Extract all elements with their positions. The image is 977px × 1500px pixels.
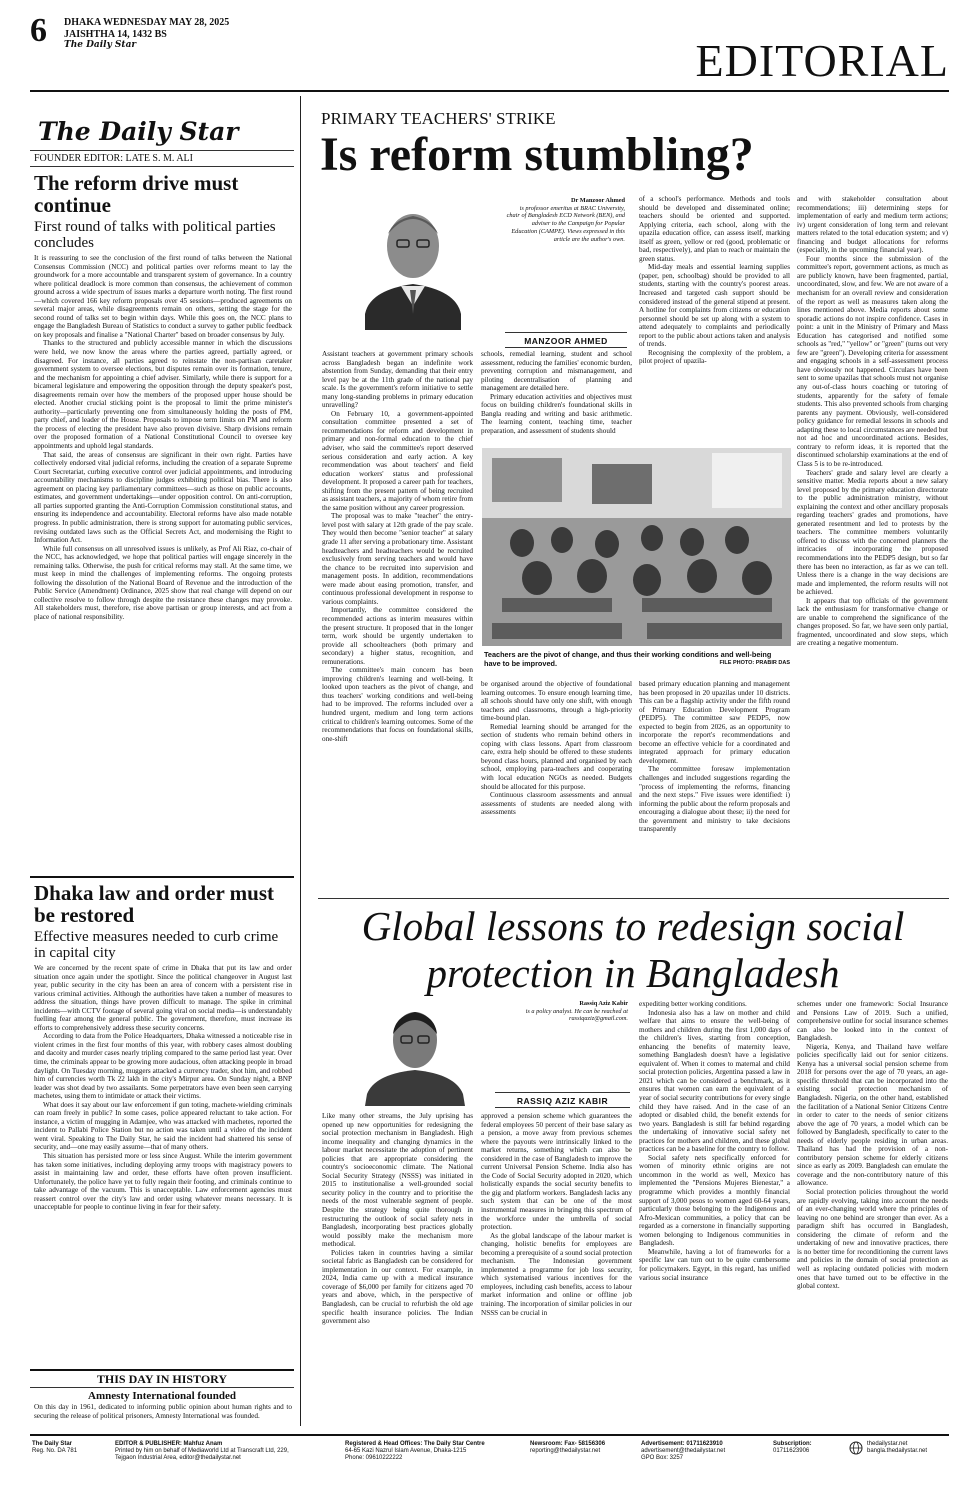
footer-subscription-label: Subscription:: [773, 1441, 812, 1447]
paragraph: Indonesia also has a law on mother and child welfare that aims to ensure the well-being of mothers and children during the first 1,000 days of the children's lives, starting from conception, enhancing the benefits of maternity leave, something Bangladesh doesn't have a legislative equivalent of. When it comes to maternal and child social protection policies, Argentina passed a law in 2021 which can be considered a benchmark, as it ensures that women can earn the equivalent of a year of social security contributions for every single child they have raised. And in the case of an adopted or disabled child, the benefit extends for two years. Bangladesh is still far behind regarding the undertaking of innovative social safety net practices for mothers and children, and these global practices can be a baseline for the country to follow.: [639, 1008, 790, 1154]
footer-website-english[interactable]: thedailystar.net: [867, 1441, 908, 1447]
paragraph: We are concerned by the recent spate of crime in Dhaka that put its law and order situation once again under the spotlight. Since the political changeover in August last year, public security in the city has been an area of concern with a persistent rise in various criminal activities. Although the authorities have taken a number of measures to address the situation, things have proven difficult to manage. The spike in criminal incidents—with CCTV footage of several going viral on social media—is understandably fuelling fear among the general public. The government, therefore, must increase its efforts to comprehensively address these security concerns.: [34, 964, 292, 1032]
author-bio-text: is a policy analyst. He can be reached at rassiqaziz@gmail.com.: [525, 1007, 628, 1023]
daily-star-logo: The Daily Star: [38, 117, 239, 146]
editorial-1-body: [34, 254, 292, 622]
founder-editor: FOUNDER EDITOR: LATE S. M. ALI: [34, 153, 193, 164]
editorial-divider: [30, 876, 294, 878]
footer-ad-email[interactable]: advertisement@thedailystar.net: [641, 1448, 726, 1455]
paragraph: Continuous classroom assessments and annual assessments of students are needed along with assessments: [481, 791, 632, 817]
article-1-col-1: [322, 350, 473, 743]
paragraph: On February 10, a government-appointed consultation committee presented a set of recommendations for reform and development in primary and non-formal education to the chief adviser, who said the committee's report deserved serious consideration and early action. A key recommendation was about teachers' and field education workers' status and professional development. It proposed a career path for teachers, shifting from the present pattern of being recruited as assistant teachers, a majority of whom retire from the same position without any career progression.: [322, 409, 473, 512]
footer-newsroom: [530, 1441, 630, 1455]
paragraph: What does it say about our law enforcement if gun toting, machete-wielding criminals can roam freely in public? In some cases, police appeared reluctant to take action. For instance, a victim of mugging in Adamjee, who was attacked with machetes, reported the incident to Pallabi Police Station but no action was taken until a video of the incident went viral. Speaking to The Daily Star, he said the incident had shattered his sense of security, and—one may easily assume—that of many others.: [34, 1100, 292, 1152]
masthead-rule: [30, 90, 949, 92]
paragraph: of a school's performance. Methods and tools should be developed and disseminated online; teachers should be oriented and supported. Applying criteria, each school, along with the upazila education office, can assess itself, marking itself as green, yellow or red (good, problematic or bad, respectively), and plan to reach or maintain the green status.: [639, 195, 790, 263]
paragraph: Nigeria, Kenya, and Thailand have welfare policies specifically laid out for senior citizens. Kenya has a universal social pension scheme from 2018 for persons over the age of 70 years, an age-specific threshold that can be incorporated into the existing social protection mechanism of Bangladesh. Nigeria, on the other hand, established the facilitation of a National Senior Citizens Centre in order to cater to the needs of senior citizens above the age of 70 years, a model which can be followed by Bangladesh, specifically to cater to the needs of elderly people residing in urban areas. Thailand has had the provision of a non-contributory pension scheme for elderly citizens since as early as 2009. Bangladesh can emulate the coverage and the non-contributory nature of this allowance.: [797, 1042, 948, 1188]
paragraph: While full consensus on all unresolved issues is unlikely, as Prof Ali Riaz, co-chair of the NCC, has acknowledged, we hope that political parties will engage sincerely in the remaining talks. Otherwise, the push for critical reforms may stall. At the same time, we must keep in mind the challenges of implementing reforms. The ongoing protests following the dissolution of the National Board of Revenue and the introduction of the Public Service (Amendment) Ordinance, 2025 show that real change will depend on our collective resolve to follow through despite the resistance these changes may provoke. All stakeholders must, therefore, rise above partisan or group interests, and act from a place of national responsibility.: [34, 544, 292, 621]
paragraph: Teachers' grade and salary level are clearly a sensitive matter. Media reports about a new salary level proposed by the primary education directorate to the public administration ministry, without explaining the context and other ancillary proposals regarding teachers' grades and promotions, have generated resentment and led to protests by the teachers. The committee members voluntarily offered to discuss with the concerned planners the intricacies of incorporating the proposed recommendations into the PEDP5 design, but so far there has been no interaction, as far as we can tell. Unless there is a change in the way decisions are made and implemented, the reform results will not be achieved.: [797, 468, 948, 597]
column-divider: [300, 96, 301, 1426]
paragraph: based primary education planning and management has been proposed in 20 upazilas under 10 districts. This can be a flagship activity under the fifth round of Primary Education Development Program (PEDP5). The committee saw PEDP5, now expected to begin from 2026, as an opportunity to incorporate the report's recommendations and become an effective vehicle for a coordinated and integrated approach for primary education development.: [639, 680, 790, 765]
paragraph: As the global landscape of the labour market is changing, holistic benefits for employees are becoming a prerequisite of a sound social protection mechanism. The Indonesian government implemented a programme for job loss security, which systematised various incentives for the employees, including cash benefits, access to labour market information and online or offline job training. The incorporation of similar policies in our NSSS can be crucial in: [481, 1231, 632, 1317]
paragraph: Social safety nets specifically enforced for women of minority ethnic origins are not uncommon in the world as well, Mexico has implemented the "Pensions Mujeres Bienestar," a programme which provides a monthly financial support of 3,000 pesos to women aged 60-64 years, particularly those belonging to the Indigenous and Afro-Mexican communities, a policy that can be regarded as a cornerstone in financially supporting women belonging to Indigenous communities in Bangladesh.: [639, 1153, 790, 1248]
paragraph: Social protection policies throughout the world are rapidly evolving, taking into account the needs of an ever-changing world where the principles of leaving no one behind are stronger than ever. As a paradigm shift has occurred in Bangladesh, considering the climate of reform and the undertaking of new and innovative practices, there is no better time for reconditioning the current laws and policies in the domain of social protection as well as replacing outdated policies with modern ones that have turned out to be effective in the global context.: [797, 1188, 948, 1291]
footer-subscription: [773, 1441, 838, 1455]
footer-editor-publisher: EDITOR & PUBLISHER: Mahfuz Anam: [115, 1441, 223, 1447]
editorial-2-subtitle: Effective measures needed to curb crime in capital city: [34, 929, 279, 961]
dateline-bangla: JAISHTHA 14, 1432 BS: [64, 28, 167, 40]
footer-paper: [32, 1441, 102, 1455]
history-title: Amnesty International founded: [88, 1390, 236, 1402]
footer-offices-address: 64-65 Kazi Nazrul Islam Avenue, Dhaka-1215: [345, 1448, 467, 1455]
globe-icon: [849, 1441, 863, 1460]
editorial-2: [34, 882, 292, 1212]
paragraph: expediting better working conditions.: [639, 1000, 747, 1008]
footer-website-bangla[interactable]: bangla.thedailystar.net: [867, 1448, 928, 1455]
author-bio-name: Dr Manzoor Ahmed: [571, 197, 625, 204]
paragraph: It appears that top officials of the government lack the enthusiasm for transformative change or are unable to comprehend the significance of the changes proposed. So far, we have seen only partial, fragmented, uncoordinated and slow steps, which are creating a negative momentum.: [797, 596, 948, 648]
footer-reg-no: Reg. No. DA 781: [32, 1448, 78, 1455]
paragraph: Remedial learning should be arranged for the section of students who remain behind others in coping with class lessons. Apart from classroom care, extra help should be offered to these students beyond class hours, planned and organised by each school, employing para-teachers and cooperating with local education NGOs as needed. Budgets should be allocated for this purpose.: [481, 722, 632, 791]
footer-newsroom-fax: Newsroom: Fax- 58156306: [530, 1441, 606, 1447]
photo-credit: FILE PHOTO: PRABIR DAS: [719, 660, 790, 666]
byline-rule-bottom: [505, 347, 627, 348]
byline-rule-bottom: [495, 1107, 630, 1108]
footer-editor: [115, 1441, 320, 1463]
paragraph: Policies taken in countries having a similar societal fabric as Bangladesh can be considered for implementation in our context. For example, in 2024, India came up with a medical insurance coverage of $6,000 per family for citizens aged 70 years and above, which, in the perspective of Bangladesh, can be crucial to refurbish the old age specific health insurance policies. The Indian government also: [322, 1248, 473, 1326]
founder-rule: [30, 166, 294, 167]
paragraph: Assistant teachers at government primary schools across Bangladesh began an indefinite work abstention from Sunday, demanding that their entry level pay be at the 11th grade of the national pay scale. Is the government's reform initiative to settle many long-standing problems in primary education unravelling?: [322, 350, 473, 410]
author-bio-name: Rassiq Aziz Kabir: [579, 1000, 628, 1007]
manzoor-ahmed-photo: [325, 194, 500, 330]
paragraph: Mid-day meals and essential learning supplies (paper, pen, schoolbag) should be provided to all students, starting with the country's poorest areas. Increased and targeted cash support should be considered instead of the general stipend at present. A hotline for complaints from citizens or education personnel should be set up along with a system to attend adequately to complaints and periodically report to the public about actions taken and analysis of trends.: [639, 263, 790, 349]
article-2-byline: RASSIQ AZIZ KABIR: [516, 1096, 609, 1106]
paragraph: Recognising the complexity of the problem, a pilot project of upazila-: [639, 348, 790, 366]
paragraph: Meanwhile, having a lot of frameworks for a specific law can turn out to be quite cumbersome for policymakers. Egypt, in this regard, has unified various social insurance: [639, 1247, 790, 1282]
editorial-1-subtitle: First round of talks with political parties concludes: [34, 219, 276, 251]
rassiq-kabir-photo: [345, 1000, 485, 1106]
footer-paper-name: The Daily Star: [32, 1441, 73, 1447]
classroom-photo: [482, 448, 791, 646]
footer-printer-address: Tejgaon Industrial Area, editor@thedailystar.net: [115, 1455, 241, 1462]
paragraph: The proposal was to make "teacher" the entry-level post with salary at 12th grade of the pay scale. They would then become "senior teacher" at salary grade 11 after serving a probationary time. Assistant headteachers and headteachers would be recruited exclusively from serving teachers and would have the chance to be recruited into supervision and management posts. In addition, recommendations were made about easing promotion, transfer, and continuous professional development in response to various complaints.: [322, 512, 473, 606]
paragraph: schools, remedial learning, student and school assessment, reducing the families' economic burden, preventing corruption and mismanagement, and piloting decentralisation of planning and management are detailed here.: [481, 350, 632, 393]
history-rule-bottom: [30, 1387, 294, 1388]
footer-phone: Phone: 09610222222: [345, 1455, 403, 1462]
editorial-2-title: Dhaka law and order must be restored: [34, 881, 274, 927]
footer-ad-phone: Advertisement: 01711623910: [641, 1441, 723, 1447]
paragraph: Thanks to the structured and publicly accessible manner in which the discussions were held, we now know the areas where the parties agreed, partially agreed, or disagreed. For instance, all parties agreed to reinstate the non-partisan caretaker government system to oversee elections, but disputes remain over its formation, tenure, and the mechanism for appointing a chief adviser. Similarly, while there is support for a bicameral legislature and empowering the opposition through the deputy speaker's post, disagreements remain over how the members of the proposed upper house should be elected. Another crucial sticking point is the proposal to limit the prime minister's authority—particularly preventing one from simultaneously holding the posts of PM, party chief, and leader of the House. Proposals to impose term limits on PM and reform the process of electing the president have also proven divisive. Sharp divisions remain over the proposed formation of a National Constitutional Council to oversee key appointments and uphold legal standards.: [34, 339, 292, 451]
byline-rule: [495, 1092, 630, 1093]
footer-websites: [867, 1441, 957, 1455]
paragraph: Like many other streams, the July uprising has opened up new opportunities for redesigning the social protection mechanism in Bangladesh. High income inequality and changing dynamics in the labour market necessitate the adoption of pertinent policies that are appropriate considering the country's socioeconomic climate. The National Social Security Strategy (NSSS) was initiated in 2015 to institutionalise a well-grounded social security policy in the country and to prioritise the needs of the most vulnerable segment of people. Despite the strategy being quite thorough in restructuring the outlook of social safety nets in Bangladesh, incorporating best practices globally would possibly make the mechanism more methodical.: [322, 1112, 473, 1249]
paragraph: Importantly, the committee considered the recommended actions as interim measures within the present structure. It proposed that in the longer term, work should be urgently undertaken to provide all schoolteachers (both primary and secondary) a higher status, recognition, and remunerations.: [322, 606, 473, 666]
article-2-col-3: [639, 1000, 790, 1282]
paragraph: Primary education activities and objectives must focus on building children's foundational skills in Bangla reading and writing and basic arithmetic. The learning content, teaching time, teacher preparation, and assessment of students should: [481, 392, 632, 435]
article-1-author-bio: [505, 197, 625, 243]
article-2-headline: [318, 903, 948, 997]
dateline: [64, 17, 229, 52]
article-1-kicker: PRIMARY TEACHERS' STRIKE: [321, 109, 556, 128]
paragraph: schemes under one framework: Social Insurance and Pensions Law of 2019. Such a unified, comprehensive outline for social insurance schemes can also be looked into in the context of Bangladesh.: [797, 1000, 948, 1043]
article-2-col-1: [322, 1112, 473, 1326]
page-number: 6: [30, 12, 47, 49]
article-divider: [318, 898, 949, 899]
article-2-col-2: [481, 1112, 632, 1317]
article-1-byline: MANZOOR AHMED: [524, 336, 608, 346]
footer-advertisement: [641, 1441, 761, 1463]
paragraph: According to data from the Police Headquarters, Dhaka witnessed a noticeable rise in violent crimes in the first four months of this year, with robbery cases almost doubling and dacoity and murder cases nearly tripling compared to the same period last year. Over time, the criminals appear to be growing more audacious, often attacking people in broad daylight. On Tuesday morning, muggers attacked a currency trader, shot him, and robbed him of currencies worth Tk 22 lakh in the city's Mirpur area. On Sunday night, a BNP leader was shot dead by two assailants. Some perpetrators have even been seen carrying machetes, using them to intimidate or attack their victims.: [34, 1032, 292, 1101]
editorial-1: [34, 172, 292, 622]
section-title: EDITORIAL: [695, 35, 949, 86]
article-2-headline-line-1: Global lessons to redesign social: [361, 903, 905, 949]
history-text: On this day in 1961, dedicated to informing public opinion about human rights and to securing the release of political prisoners, Amnesty International was founded.: [34, 1403, 292, 1420]
article-2-col-4: [797, 1000, 948, 1291]
footer-gpo-box: GPO Box: 3257: [641, 1455, 684, 1462]
footer-offices-title: Registered & Head Offices: The Daily Star Centre: [345, 1441, 485, 1447]
article-1-col-3-bottom: [639, 680, 790, 834]
logo-rule: [30, 150, 294, 151]
article-1-col-3-top: [639, 195, 790, 366]
photo-caption: Teachers are the pivot of change, and thus their working conditions and well-being have to be improved.: [484, 650, 772, 668]
editorial-1-title: The reform drive must continue: [34, 171, 239, 217]
paragraph: and with stakeholder consultation about recommendations; iii) determining steps for implementation of early and medium term actions; iv) urgent consideration of long term and relevant matters related to the total education system; and v) financing and budget allocations for reforms (especially, in the upcoming financial year).: [797, 195, 948, 255]
paragraph: Four months since the submission of the committee's report, government actions, as much as are publicly known, have been fragmented, partial, uncoordinated, slow, and few. We are not aware of a mechanism for an overall review and consideration of the report as well as measures taken along the lines mentioned above. Media reports about some sporadic actions do not inspire confidence. Cases in point: a unit in the Ministry of Primary and Mass Education has categorised and notified some schools as "red," "yellow" or "green" (turns out very few are "green"). Developing criteria for assessment and engaging schools in a self-assessment process have obviously not happened. Circulars have been sent to some upazilas that schools must not organise any out-of-class hours coaching or tutoring of students, apparently for the safety of female students. This also prevented schools from charging parents any payment. Obviously, well-considered policy guidance for remedial lessons in schools and adapting these to local circumstances are needed but not ad hoc and uncoordinated actions. Besides, contrary to reform ideas, it is reported that the discontinued scholarship examinations at the end of Class 5 is to be re-introduced.: [797, 254, 948, 468]
footer-newsroom-email[interactable]: reporting@thedailystar.net: [530, 1448, 601, 1455]
footer-rule: [30, 1434, 949, 1436]
article-2-author-bio: [490, 1000, 628, 1023]
byline-rule: [505, 332, 627, 333]
masthead-small-logo: The Daily Star: [64, 40, 137, 50]
paragraph: That said, the areas of consensus are significant in their own right. Parties have collectively endorsed vital judicial reforms, including the creation of a separate Supreme Court Secretariat, curbing executive control over judicial appointments, and introducing accountability mechanisms to discipline judges exhibiting political bias. There is also agreement on placing key parliamentary committees—such as those on public accounts, estimates, and government undertakings—under opposition control. On anti-corruption, all parties supported granting the Anti-Corruption Commission constitutional status, and ensuring its independence and accountability. Electoral reforms have also made notable progress. In public administration, there is strong support for automating public services, revising outdated laws such as the Official Secrets Act, and modernising the Right to Information Act.: [34, 450, 292, 545]
paragraph: The committee's main concern has been improving children's learning and well-being. It looked upon teachers as the pivot of change, and thus teachers' working conditions and well-being had to be improved. The reforms included over a hundred urgent, medium and long term actions critical to children's learning outcomes. Some of the recommendations that focus on foundational skills, one-shift: [322, 666, 473, 743]
footer-printed-by: Printed by him on behalf of Mediaworld Ltd at Transcraft Ltd, 229,: [115, 1448, 289, 1455]
paragraph: It is reassuring to see the conclusion of the first round of talks between the National Consensus Commission (NCC) and political parties over reforms meant to lay the groundwork for a more accountable and transparent system of governance. In a country where political deadlock is more common than consensus, the achievement of common ground across a wide spectrum of issues marks a departure worth noting. The first round—which covered 166 key reform proposals over 45 sessions—produced agreements on several major areas, while disagreements remain on others, setting the stage for the second round of talks set to begin within days. While this goes on, the NCC plans to engage the Bangladesh Bureau of Statistics to conduct a survey to gather public feedback on key proposals and finalise a "National Charter" based on broader consensus by July.: [34, 254, 292, 339]
paragraph: This situation has persisted more or less since August. While the interim government has taken some initiatives, including deploying army troops with magistracy powers to assist in maintaining law and order, these efforts have often proven insufficient. Unfortunately, the police have yet to fully regain their footing, and criminals continue to take advantage of the vacuum. This is unacceptable. Law enforcement agencies must reassert control over the city's law and order using whatever means necessary. It is unacceptable for people to continue living in fear for their safety.: [34, 1152, 292, 1212]
footer-subscription-phone: 01711623906: [773, 1448, 810, 1455]
article-2-headline-line-2: protection in Bangladesh: [426, 950, 840, 996]
footer-offices: [345, 1441, 515, 1463]
dateline-date: DHAKA WEDNESDAY MAY 28, 2025: [64, 17, 230, 28]
article-1-headline: Is reform stumbling?: [320, 128, 754, 181]
history-header: THIS DAY IN HISTORY: [96, 1372, 228, 1386]
paragraph: be organised around the objective of foundational learning outcomes. To ensure enough learning time, all schools should have only one shift, with enough teachers and classrooms, through a high-priority time-bound plan.: [481, 680, 632, 723]
article-1-col-4: [797, 195, 948, 648]
author-bio-text: is professor emeritus at BRAC University, chair of Bangladesh ECD Network (BEN), and adviser to the Campaign for Popular Education (CAMPE). Views expressed in this article are the author's own.: [506, 204, 625, 243]
article-1-col-2-bottom: [481, 680, 632, 817]
history-rule-top: [30, 1369, 294, 1371]
paragraph: approved a pension scheme which guarantees the federal employees 50 percent of their base salary as a pension, a move away from previous schemes where the payouts were intrinsically linked to the market returns, something which can also be considered in the case of Bangladesh to improve the current Universal Pension Scheme. India also has the Code of Social Security adopted in 2020, which holistically expands the social security benefits to the gig and platform workers. Bangladesh lacks any such system that can be one of the most instrumental measures in bringing this spectrum of the workforce under the umbrella of social protection.: [481, 1112, 632, 1232]
editorial-2-body: [34, 964, 292, 1212]
paragraph: The committee foresaw implementation challenges and included suggestions regarding the "process of implementing the reforms, financing and the next steps." Five issues were identified: i) informing the public about the reform proposals and encouraging a dialogue about these; ii) the need for the government and ministry to take decisions transparently: [639, 765, 790, 834]
article-1-col-2-top: [481, 350, 632, 435]
